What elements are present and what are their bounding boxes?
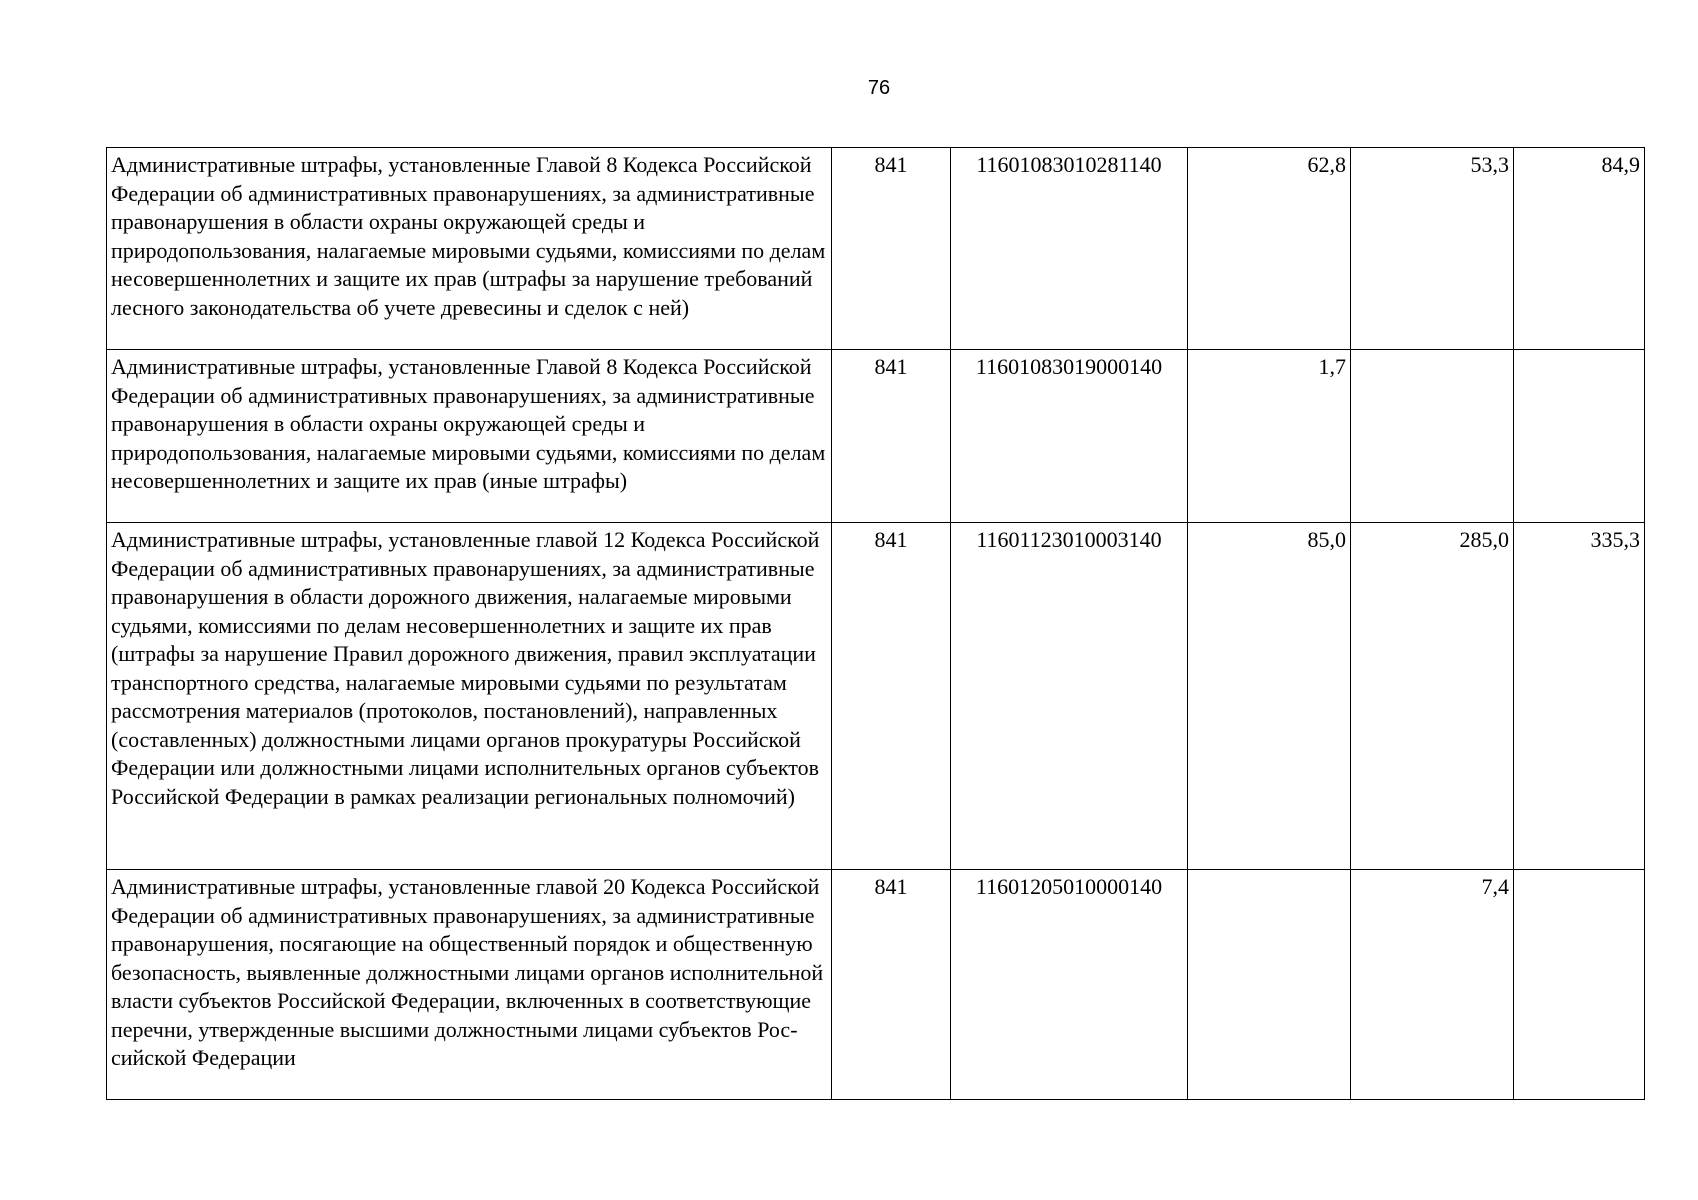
budget-classification-code-cell: 11601123010003140 xyxy=(951,523,1188,870)
administrator-code-cell: 841 xyxy=(832,870,951,1100)
table-row xyxy=(107,523,1645,870)
administrator-code-cell: 841 xyxy=(832,148,951,350)
amount-cell-2 xyxy=(1351,350,1514,523)
amount-cell-3 xyxy=(1514,350,1645,523)
page-number: 76 xyxy=(867,77,891,99)
revenue-description-cell: Административные штрафы, установленные Главой 8 Кодекса Российской Федерации об административных правонарушениях, за административные правонарушения в области охраны окружающей среды и природопользования, налагаемые мировыми судьями, комиссиями по делам несовершеннолетних и защите их прав (штрафы за нарушение требований лесного законодательства об учете древесины и сделок с ней) xyxy=(107,148,832,350)
amount-cell-1: 1,7 xyxy=(1188,350,1351,523)
administrator-code-cell: 841 xyxy=(832,523,951,870)
budget-revenue-table xyxy=(106,147,1645,1100)
table-row xyxy=(107,148,1645,350)
amount-cell-1: 62,8 xyxy=(1188,148,1351,350)
amount-cell-1: 85,0 xyxy=(1188,523,1351,870)
amount-cell-3: 84,9 xyxy=(1514,148,1645,350)
amount-cell-1 xyxy=(1188,870,1351,1100)
table-row xyxy=(107,870,1645,1100)
budget-classification-code-cell: 11601083010281140 xyxy=(951,148,1188,350)
amount-cell-3 xyxy=(1514,870,1645,1100)
amount-cell-2: 7,4 xyxy=(1351,870,1514,1100)
budget-classification-code-cell: 11601083019000140 xyxy=(951,350,1188,523)
revenue-description-cell: Административные штрафы, установленные главой 20 Кодекса Российской Федерации об административных правонарушениях, за административные правонарушения, посягающие на общественный порядок и общественную безопасность, выявленные должностными лицами органов исполнительной власти субъектов Российской Федерации, включенных в соответствующие перечни, утвержденные высшими должностными лицами субъектов Российской Федерации xyxy=(107,870,832,1100)
revenue-description-cell: Административные штрафы, установленные Главой 8 Кодекса Российской Федерации об административных правонарушениях, за административные правонарушения в области охраны окружающей среды и природопользования, налагаемые мировыми судьями, комиссиями по делам несовершеннолетних и защите их прав (иные штрафы) xyxy=(107,350,832,523)
amount-cell-3: 335,3 xyxy=(1514,523,1645,870)
administrator-code-cell: 841 xyxy=(832,350,951,523)
amount-cell-2: 285,0 xyxy=(1351,523,1514,870)
table-row xyxy=(107,350,1645,523)
budget-classification-code-cell: 11601205010000140 xyxy=(951,870,1188,1100)
amount-cell-2: 53,3 xyxy=(1351,148,1514,350)
revenue-description-cell: Административные штрафы, установленные главой 12 Кодекса Российской Федерации об административных правонарушениях, за административные правонарушения в области дорожного движения, налагаемые мировыми судьями, комиссиями по делам несовершеннолетних и защите их прав (штрафы за нарушение Правил дорожного движения, правил эксплуатации транспортного средства, налагаемые мировыми судьями по результатам рассмотрения материалов (протоколов, постановлений), направленных (составленных) должностными лицами органов прокуратуры Российской Федерации или должностными лицами исполнительных органов субъектов Российской Федерации в рамках реализации региональных полномочий) xyxy=(107,523,832,870)
